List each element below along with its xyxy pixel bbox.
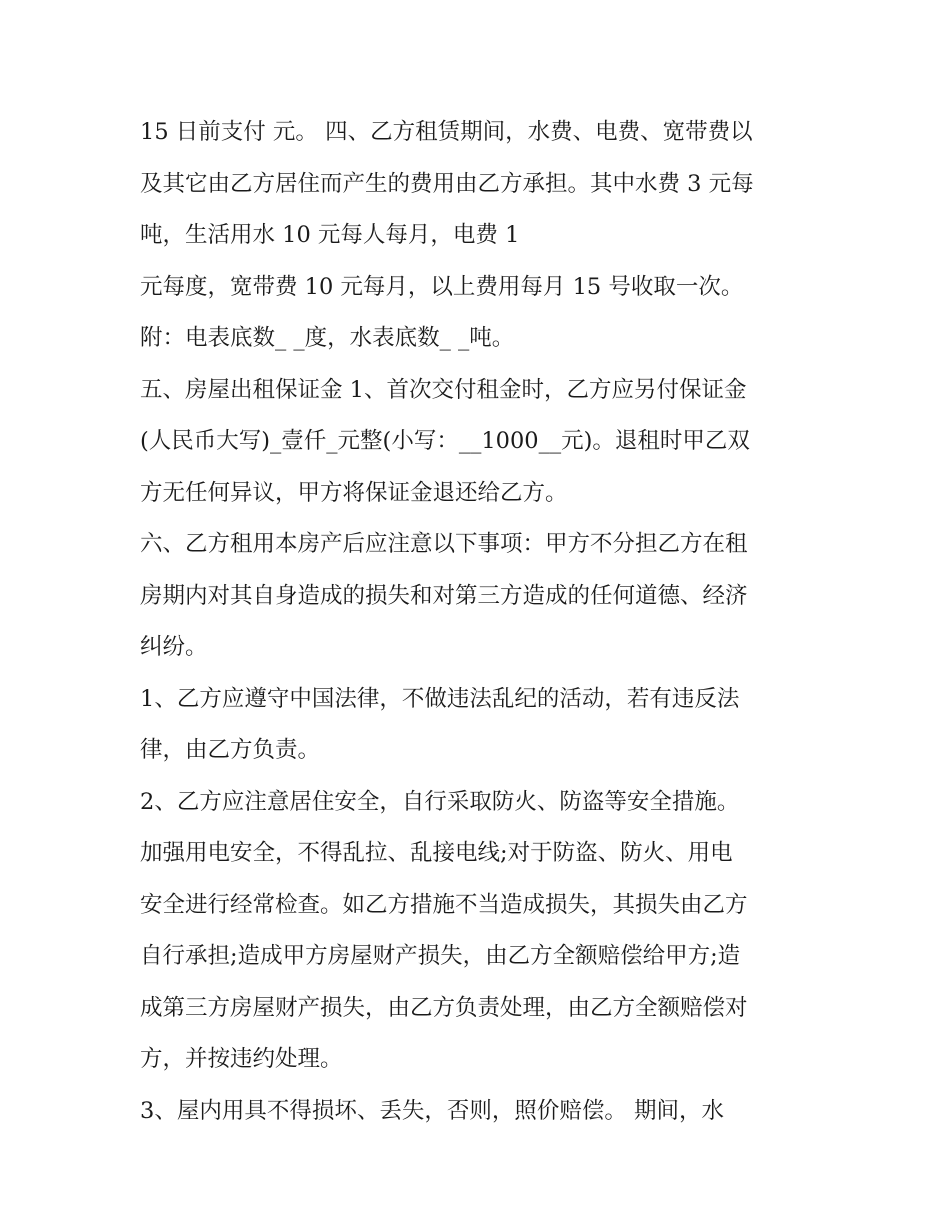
- text-line: 附：电表底数_ _度，水表底数_ _吨。: [140, 325, 515, 351]
- text-line: 及其它由乙方居住而产生的费用由乙方承担。其中水费 3 元每: [140, 170, 754, 197]
- text-line: 1、乙方应遵守中国法律，不做违法乱纪的活动，若有违反法: [140, 685, 740, 712]
- text-line: 安全进行经常检查。如乙方措施不当造成损失，其损失由乙方: [140, 891, 748, 918]
- text-line: 方，并按违约处理。: [140, 1046, 343, 1072]
- text-line: 律，由乙方负责。: [140, 737, 321, 763]
- text-line: 成第三方房屋财产损失，由乙方负责处理，由乙方全额赔偿对: [140, 994, 748, 1021]
- text-line: 纠纷。: [140, 634, 208, 660]
- text-line: 方无任何异议，甲方将保证金退还给乙方。: [140, 479, 568, 506]
- text-line: 自行承担;造成甲方房屋财产损失，由乙方全额赔偿给甲方;造: [140, 943, 741, 969]
- text-line: 3、屋内用具不得损坏、丢失，否则，照价赔偿。 期间，水: [140, 1097, 724, 1124]
- text-line: 加强用电安全，不得乱拉、乱接电线;对于防盗、防火、用电: [140, 840, 733, 866]
- text-line: 2、乙方应注意居住安全，自行采取防火、防盗等安全措施。: [140, 788, 740, 815]
- text-line: 吨，生活用水 10 元每人每月，电费 1: [140, 222, 520, 248]
- text-line: (人民币大写)_壹仟_元整(小写：__1000__元)。退租时甲乙双: [140, 428, 750, 454]
- text-line: 房期内对其自身造成的损失和对第三方造成的任何道德、经济: [140, 582, 748, 609]
- document-body: [140, 107, 820, 1137]
- text-line: 元每度，宽带费 10 元每月，以上费用每月 15 号收取一次。: [140, 273, 744, 300]
- text-line: 15 日前支付 元。 四、乙方租赁期间，水费、电费、宽带费以: [140, 119, 753, 145]
- text-line: 五、房屋出租保证金 1、首次交付租金时，乙方应另付保证金: [140, 376, 747, 403]
- text-line: 六、乙方租用本房产后应注意以下事项：甲方不分担乙方在租: [140, 531, 748, 557]
